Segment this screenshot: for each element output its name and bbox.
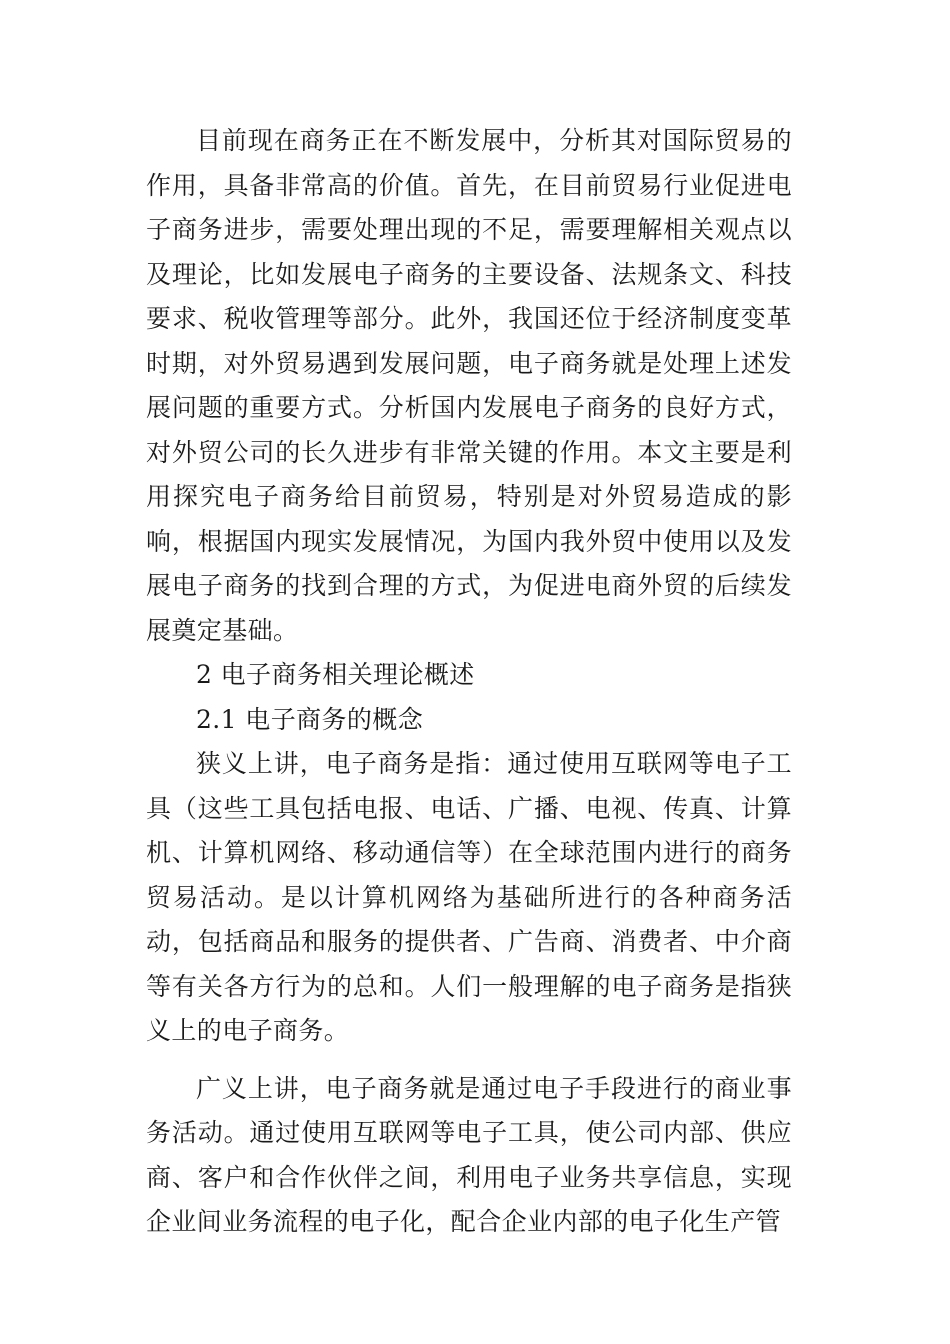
broad-definition-paragraph: 广义上讲，电子商务就是通过电子手段进行的商业事务活动。通过使用互联网等电子工具，使公司内部、供应商、客户和合作伙伴之间，利用电子业务共享信息，实现企业间业务流程的电子化，配合企业内部的电子化生产管 (146, 1073, 792, 1236)
narrow-definition-paragraph: 狭义上讲，电子商务是指：通过使用互联网等电子工具（这些工具包括电报、电话、广播、电视、传真、计算机、计算机网络、移动通信等）在全球范围内进行的商务贸易活动。是以计算机网络为基础所进行的各种商务活动，包括商品和服务的提供者、广告商、消费者、中介商等有关各方行为的总和。人们一般理解的电子商务是指狭义上的电子商务。 (146, 749, 792, 1045)
section-heading: 2 电子商务相关理论概述 (196, 660, 475, 689)
document-body (146, 119, 792, 1245)
subsection-heading: 2.1 电子商务的概念 (196, 704, 424, 734)
intro-paragraph: 目前现在商务正在不断发展中，分析其对国际贸易的作用，具备非常高的价值。首先，在目前贸易行业促进电子商务进步，需要处理出现的不足，需要理解相关观点以及理论，比如发展电子商务的主要设备、法规条文、科技要求、税收管理等部分。此外，我国还位于经济制度变革时期，对外贸易遇到发展问题，电子商务就是处理上述发展问题的重要方式。分析国内发展电子商务的良好方式，对外贸公司的长久进步有非常关键的作用。本文主要是利用探究电子商务给目前贸易，特别是对外贸易造成的影响，根据国内现实发展情况，为国内我外贸中使用以及发展电子商务的找到合理的方式，为促进电商外贸的后续发展奠定基础。 (146, 126, 792, 645)
